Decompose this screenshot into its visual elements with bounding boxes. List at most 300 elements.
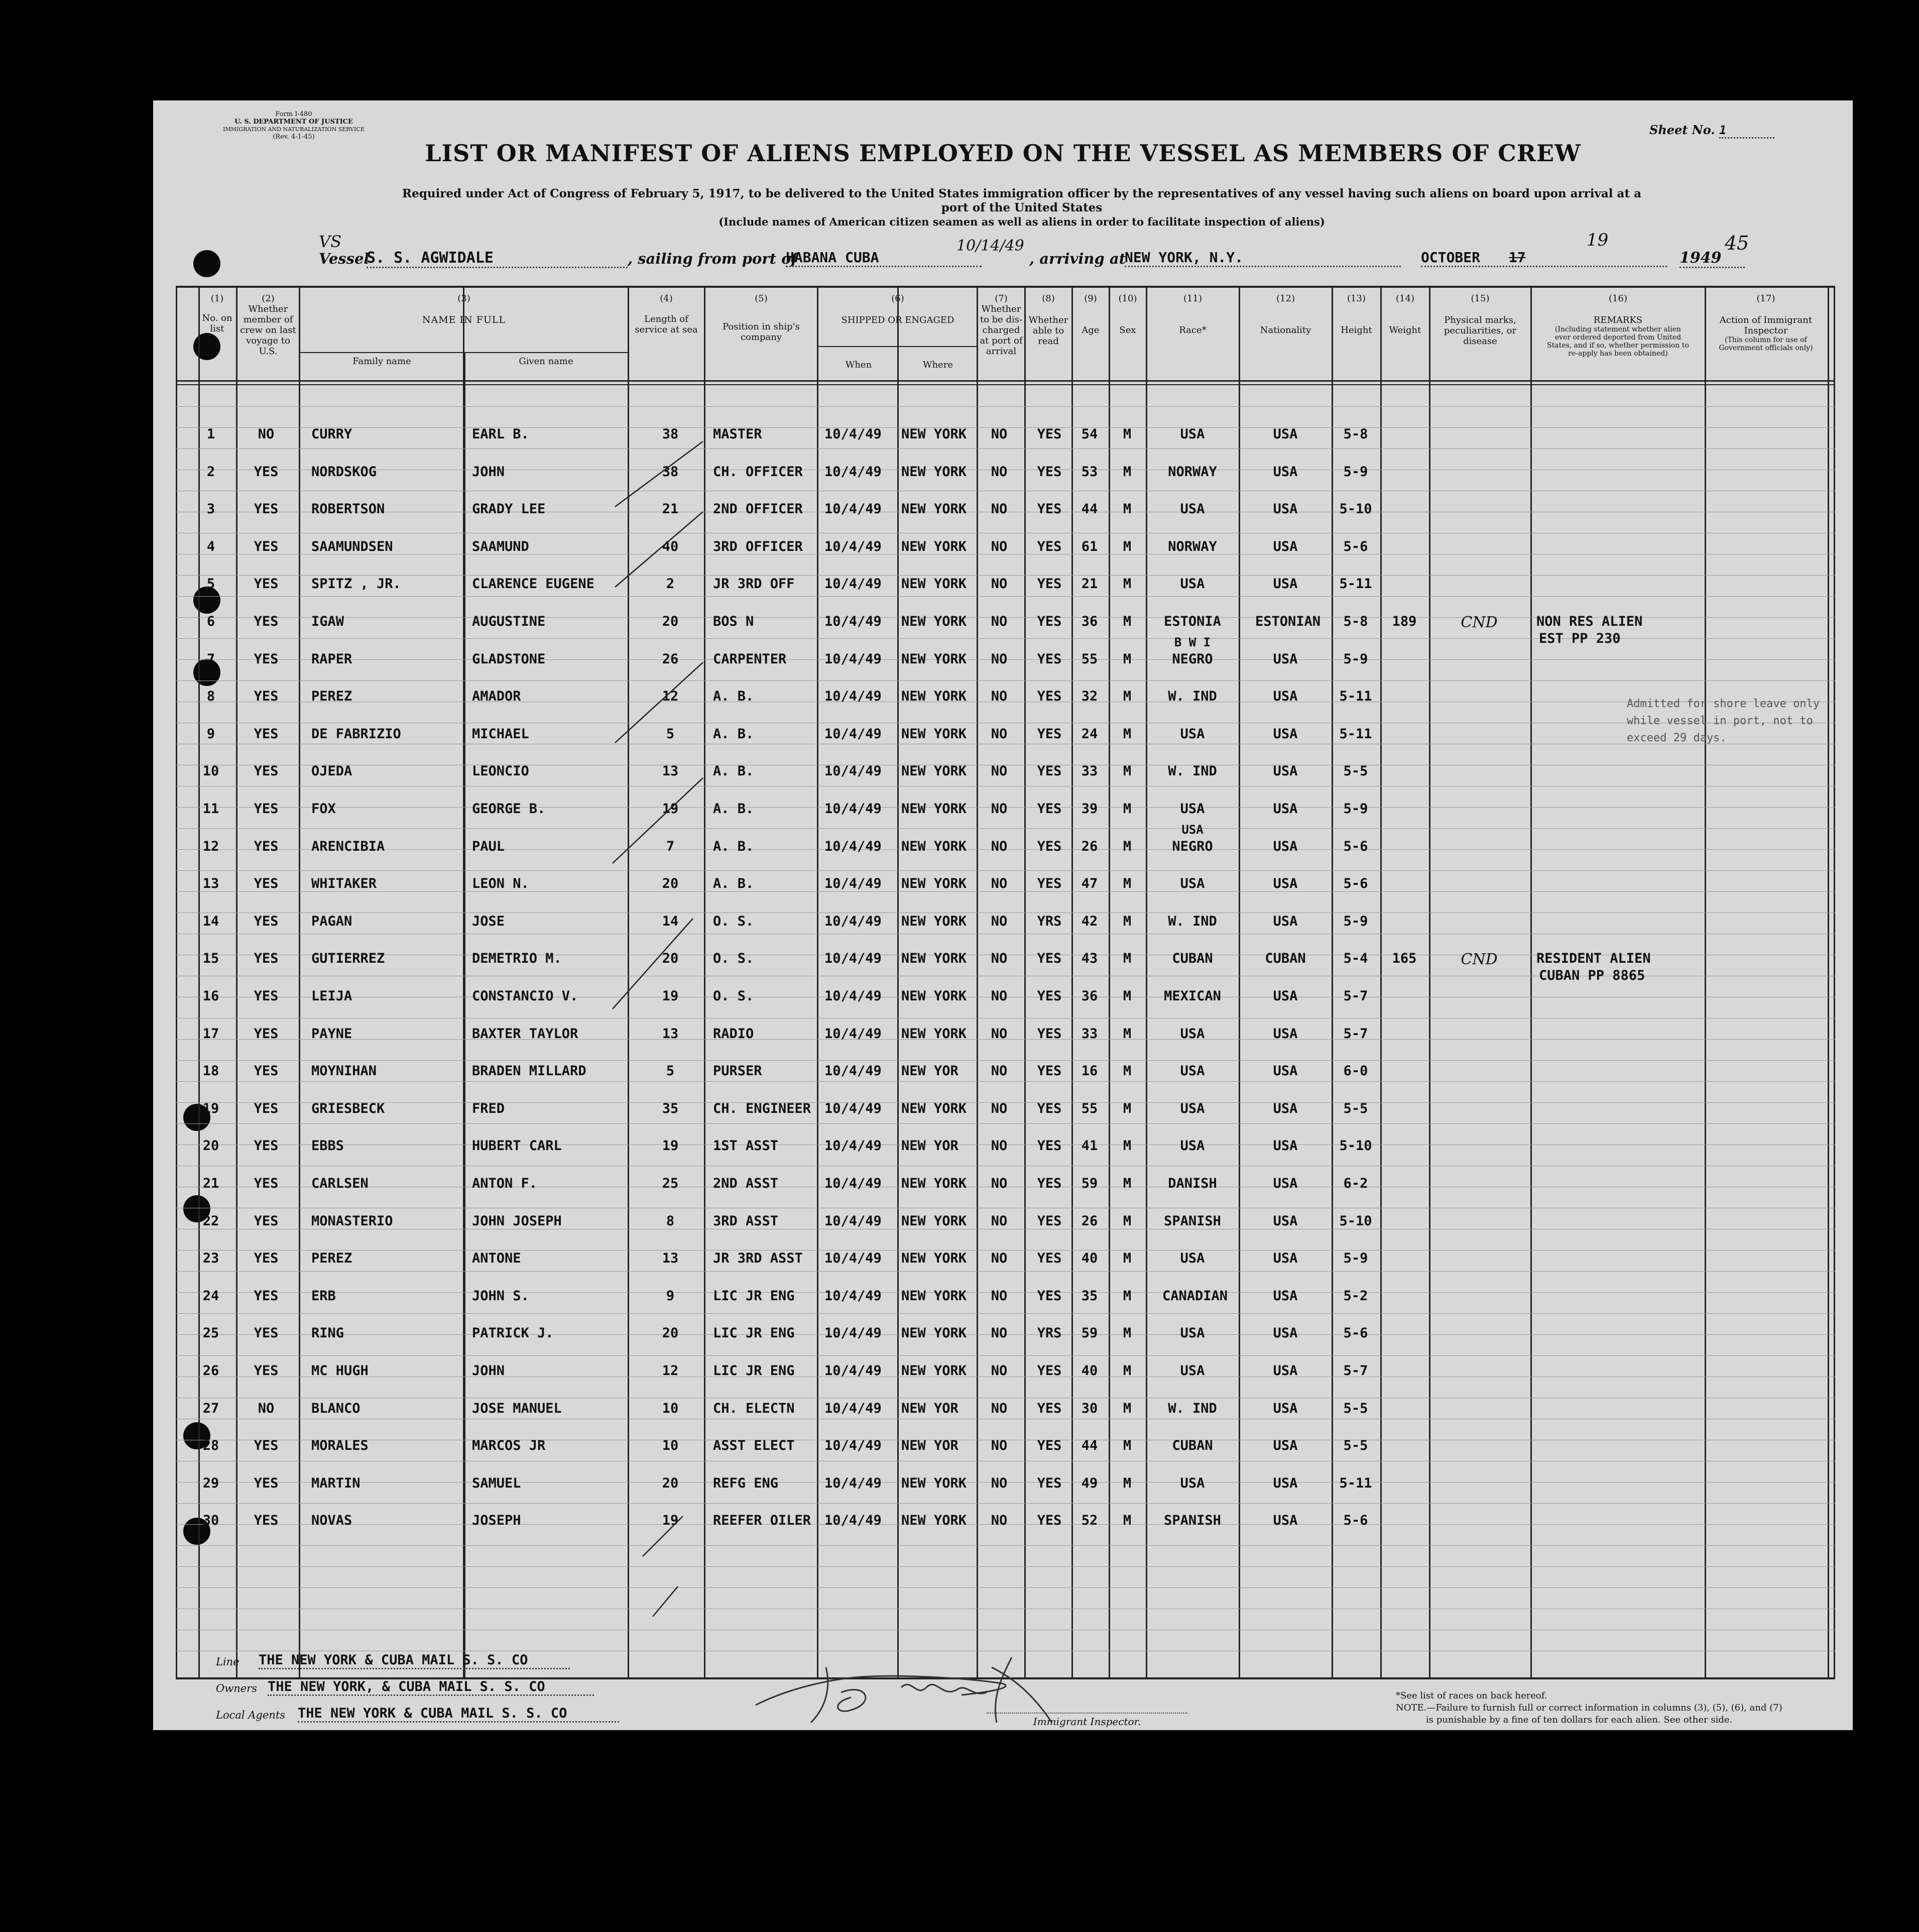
table-row: [176, 1021, 1833, 1051]
race: W. IND: [1168, 1400, 1217, 1416]
able-to-read: YES: [1037, 1138, 1062, 1154]
shipped-where: NEW YORK: [901, 1100, 967, 1116]
row-number: 1: [206, 426, 215, 442]
row-number: 25: [202, 1325, 219, 1341]
subtitle-line1: Required under Act of Congress of February 5, 1917, to be delivered to the United States immigration officer by the representatives of any vessel having such aliens on board upon arrival at a: [402, 187, 1641, 200]
length-of-service: 38: [662, 464, 679, 480]
race: NEGRO: [1172, 838, 1213, 854]
position: A. B.: [713, 726, 754, 742]
row-number: 16: [202, 988, 219, 1004]
subtitle-line3: (Include names of American citizen seamen as well as aliens in order to facilitate inspection of aliens): [718, 215, 1325, 228]
height: 5-10: [1339, 1213, 1372, 1229]
discharged: NO: [991, 426, 1008, 442]
length-of-service: 20: [662, 1475, 679, 1491]
table-row: [176, 1096, 1833, 1126]
discharged: NO: [991, 538, 1008, 554]
table-row: [176, 571, 1833, 601]
age: 16: [1081, 1063, 1098, 1079]
ruled-line: [176, 1503, 1835, 1504]
row-number: 10: [202, 763, 219, 779]
sex: M: [1123, 1100, 1132, 1116]
given-name: JOSE: [472, 913, 505, 929]
shipped-when: 10/4/49: [824, 1288, 882, 1304]
ruled-line: [176, 1566, 1835, 1567]
service: IMMIGRATION AND NATURALIZATION SERVICE: [223, 126, 365, 133]
shipped-where: NEW YORK: [901, 801, 967, 817]
shipped-when: 10/4/49: [824, 801, 882, 817]
row-number: 19: [202, 1100, 219, 1116]
shipped-where: NEW YORK: [901, 614, 967, 629]
ruled-line: [176, 1587, 1835, 1588]
row-number: 3: [206, 501, 215, 517]
last-voyage: YES: [254, 951, 279, 967]
sex: M: [1123, 1026, 1132, 1042]
age: 59: [1081, 1176, 1098, 1191]
sailing-port: HABANA CUBA: [786, 249, 982, 267]
table-row: [176, 496, 1833, 526]
shipped-where: NEW YORK: [901, 501, 967, 517]
crew-table: [176, 286, 1835, 1679]
position: BOS N: [713, 614, 754, 629]
sex: M: [1123, 614, 1132, 629]
footer-owners-value: THE NEW YORK, & CUBA MAIL S. S. CO: [268, 1679, 594, 1696]
last-voyage: YES: [254, 1363, 279, 1379]
length-of-service: 8: [666, 1213, 675, 1229]
family-name: IGAW: [311, 614, 344, 629]
able-to-read: YES: [1037, 689, 1062, 705]
ruled-line: [176, 1313, 1835, 1314]
family-name: ROBERTSON: [311, 501, 385, 517]
shipped-where: NEW YORK: [901, 913, 967, 929]
last-voyage: YES: [254, 576, 279, 592]
given-name: JOHN S.: [472, 1288, 529, 1304]
able-to-read: YES: [1037, 1513, 1062, 1529]
given-name: ANTON F.: [472, 1176, 538, 1191]
nationality: USA: [1273, 1100, 1298, 1116]
height: 6-0: [1343, 1063, 1368, 1079]
table-row: [176, 534, 1833, 564]
header-c16: (16) REMARKS (Including statement whether alien ever ordered deported from United States, and if so, whether permission to re-apply has been obtained): [1547, 293, 1689, 358]
position: O. S.: [713, 913, 754, 929]
able-to-read: YES: [1037, 1063, 1062, 1079]
header-c5: (5) Position in ship's company: [723, 293, 800, 343]
row-number: 11: [202, 801, 219, 817]
header-bottom-rule: [176, 384, 1835, 385]
header-c6: (6) SHIPPED OR ENGAGED: [841, 293, 954, 325]
given-name: CONSTANCIO V.: [472, 988, 578, 1004]
header-c10: (10) Sex: [1118, 293, 1137, 335]
height: 5-2: [1343, 1288, 1368, 1304]
length-of-service: 19: [662, 988, 679, 1004]
header-c15: (15) Physical marks, peculiarities, or disease: [1444, 293, 1517, 347]
shipped-when: 10/4/49: [824, 576, 882, 592]
row-number: 7: [206, 651, 215, 667]
height: 5-11: [1339, 726, 1372, 742]
footer-agents-value: THE NEW YORK & CUBA MAIL S. S. CO: [298, 1706, 619, 1723]
shipped-where: NEW YORK: [901, 726, 967, 742]
age: 54: [1081, 426, 1098, 442]
header-bottom-rule: [176, 380, 1835, 382]
table-row: [176, 796, 1833, 826]
sex: M: [1123, 1288, 1132, 1304]
length-of-service: 38: [662, 426, 679, 442]
length-of-service: 5: [666, 726, 675, 742]
race: W. IND: [1168, 763, 1217, 779]
length-of-service: 40: [662, 538, 679, 554]
age: 44: [1081, 1438, 1098, 1454]
discharged: NO: [991, 1475, 1008, 1491]
shipped-where: NEW YORK: [901, 1213, 967, 1229]
discharged: NO: [991, 1438, 1008, 1454]
family-name: PEREZ: [311, 1251, 352, 1267]
last-voyage: YES: [254, 1176, 279, 1191]
table-row: [176, 1133, 1833, 1163]
sex: M: [1123, 913, 1132, 929]
shipped-where: NEW YOR: [901, 1138, 958, 1154]
position: REEFER OILER: [713, 1513, 811, 1529]
row-number: 28: [202, 1438, 219, 1454]
length-of-service: 12: [662, 1363, 679, 1379]
race: DANISH: [1168, 1176, 1217, 1191]
nationality: USA: [1273, 576, 1298, 592]
position: JR 3RD OFF: [713, 576, 795, 592]
able-to-read: YES: [1037, 1100, 1062, 1116]
shipped-where: NEW YORK: [901, 464, 967, 480]
shipped-when: 10/4/49: [824, 1251, 882, 1267]
sex: M: [1123, 651, 1132, 667]
nationality: USA: [1273, 876, 1298, 892]
age: 32: [1081, 689, 1098, 705]
revision: (Rev. 4-1-45): [273, 133, 315, 141]
last-voyage: YES: [254, 1438, 279, 1454]
shipped-where: NEW YORK: [901, 1026, 967, 1042]
row-number: 2: [206, 464, 215, 480]
age: 26: [1081, 838, 1098, 854]
length-of-service: 13: [662, 1251, 679, 1267]
header-when: When: [845, 360, 872, 370]
nationality: USA: [1273, 1400, 1298, 1416]
row-number: 17: [202, 1026, 219, 1042]
length-of-service: 13: [662, 763, 679, 779]
last-voyage: YES: [254, 1213, 279, 1229]
race: USA: [1180, 1138, 1205, 1154]
shipped-where: NEW YORK: [901, 951, 967, 967]
shipped-where: NEW YORK: [901, 876, 967, 892]
shipped-where: NEW YOR: [901, 1438, 958, 1454]
sex: M: [1123, 1213, 1132, 1229]
able-to-read: YES: [1037, 614, 1062, 629]
discharged: NO: [991, 988, 1008, 1004]
able-to-read: YES: [1037, 988, 1062, 1004]
sex: M: [1123, 501, 1132, 517]
discharged: NO: [991, 1213, 1008, 1229]
age: 33: [1081, 1026, 1098, 1042]
race: USA: [1180, 426, 1205, 442]
given-name: FRED: [472, 1100, 505, 1116]
sex: M: [1123, 1325, 1132, 1341]
length-of-service: 9: [666, 1288, 675, 1304]
age: 24: [1081, 726, 1098, 742]
length-of-service: 20: [662, 1325, 679, 1341]
arrival-day-typed: 17: [1508, 249, 1526, 266]
nationality: USA: [1273, 538, 1298, 554]
height: 5-5: [1343, 1100, 1368, 1116]
race: NEGRO: [1172, 651, 1213, 667]
arrival-port: NEW YORK, N.Y.: [1125, 249, 1401, 267]
age: 40: [1081, 1363, 1098, 1379]
family-name: MONASTERIO: [311, 1213, 393, 1229]
race: USA: [1180, 726, 1205, 742]
ruled-line: [176, 828, 1835, 829]
header-c17: (17) Action of Immigrant Inspector (This column for use of Government officials only): [1719, 293, 1813, 352]
age: 30: [1081, 1400, 1098, 1416]
last-voyage: YES: [254, 988, 279, 1004]
header-where: Where: [922, 360, 953, 370]
given-name: PAUL: [472, 838, 505, 854]
height: 5-8: [1343, 614, 1368, 629]
department: U. S. DEPARTMENT OF JUSTICE: [234, 118, 353, 126]
remarks-line2: EST PP 230: [1539, 631, 1621, 646]
given-name: AUGUSTINE: [472, 614, 546, 629]
manifest-sheet: [153, 100, 1853, 1730]
discharged: NO: [991, 913, 1008, 929]
height: 5-9: [1343, 651, 1368, 667]
last-voyage: YES: [254, 1026, 279, 1042]
position: PURSER: [713, 1063, 762, 1079]
shipped-when: 10/4/49: [824, 1176, 882, 1191]
shipped-where: NEW YORK: [901, 651, 967, 667]
given-name: MARCOS JR: [472, 1438, 546, 1454]
table-row: [176, 421, 1833, 451]
nationality: USA: [1273, 689, 1298, 705]
able-to-read: YES: [1037, 651, 1062, 667]
header-c1: (1) No. on list: [202, 293, 232, 334]
race: USA: [1180, 1325, 1205, 1341]
given-name: AMADOR: [472, 689, 521, 705]
height: 5-6: [1343, 876, 1368, 892]
family-name: BLANCO: [311, 1400, 361, 1416]
form-number: Form I-480: [275, 110, 312, 118]
shipped-where: NEW YORK: [901, 1288, 967, 1304]
header-c3: (3) NAME IN FULL: [422, 293, 506, 325]
height: 5-5: [1343, 763, 1368, 779]
given-name: JOHN JOSEPH: [472, 1213, 562, 1229]
able-to-read: YES: [1037, 1363, 1062, 1379]
given-name: JOSE MANUEL: [472, 1400, 562, 1416]
last-voyage: YES: [254, 1325, 279, 1341]
shipped-where: NEW YORK: [901, 1475, 967, 1491]
nationality: USA: [1273, 1026, 1298, 1042]
family-name: RING: [311, 1325, 344, 1341]
race: NORWAY: [1168, 538, 1217, 554]
height: 5-7: [1343, 1363, 1368, 1379]
discharged: NO: [991, 951, 1008, 967]
document-subtitle: [233, 187, 1810, 229]
nationality: CUBAN: [1265, 951, 1306, 967]
shipped-when: 10/4/49: [824, 1026, 882, 1042]
able-to-read: YES: [1037, 1288, 1062, 1304]
age: 36: [1081, 988, 1098, 1004]
shipped-when: 10/4/49: [824, 1213, 882, 1229]
length-of-service: 19: [662, 1513, 679, 1529]
able-to-read: YES: [1037, 1176, 1062, 1191]
last-voyage: YES: [254, 538, 279, 554]
table-row: [176, 1208, 1833, 1238]
position: 2ND OFFICER: [713, 501, 803, 517]
discharged: NO: [991, 1325, 1008, 1341]
remarks-line2: CUBAN PP 8865: [1539, 968, 1645, 984]
position: CH. ENGINEER: [713, 1100, 811, 1116]
family-name: LEIJA: [311, 988, 352, 1004]
nationality: USA: [1273, 1325, 1298, 1341]
family-name: NOVAS: [311, 1513, 352, 1529]
height: 5-11: [1339, 576, 1372, 592]
table-row: [176, 684, 1833, 714]
discharged: NO: [991, 1363, 1008, 1379]
header-c7: (7) Whether to be dis- charged at port of arrival: [980, 293, 1023, 357]
row-number: 21: [202, 1176, 219, 1191]
discharged: NO: [991, 1400, 1008, 1416]
header-c2: (2) Whether member of crew on last voyage to U.S.: [240, 293, 296, 357]
position: A. B.: [713, 876, 754, 892]
sex: M: [1123, 838, 1132, 854]
shipped-when: 10/4/49: [824, 1513, 882, 1529]
footer-notes: *See list of races on back hereof. NOTE.—Failure to furnish full or correct information in columns (3), (5), (6), and (7) is punishable by a fine of ten dollars for each alien. See other side.: [1396, 1690, 1782, 1725]
discharged: NO: [991, 801, 1008, 817]
physical-marks: CND: [1461, 951, 1498, 969]
able-to-read: YES: [1037, 464, 1062, 480]
race: USA: [1180, 501, 1205, 517]
subtitle-line2: port of the United States: [941, 201, 1103, 214]
given-name: LEON N.: [472, 876, 529, 892]
discharged: NO: [991, 1026, 1008, 1042]
race: USA: [1180, 1026, 1205, 1042]
given-name: GLADSTONE: [472, 651, 546, 667]
given-name: BRADEN MILLARD: [472, 1063, 586, 1079]
table-row: [176, 758, 1833, 788]
race: W. IND: [1168, 689, 1217, 705]
table-row: [176, 983, 1833, 1013]
position: REFG ENG: [713, 1475, 779, 1491]
family-name: CURRY: [311, 426, 352, 442]
sex: M: [1123, 876, 1132, 892]
length-of-service: 19: [662, 1138, 679, 1154]
age: 44: [1081, 501, 1098, 517]
height: 5-6: [1343, 1325, 1368, 1341]
length-of-service: 21: [662, 501, 679, 517]
given-name: SAMUEL: [472, 1475, 521, 1491]
shipped-when: 10/4/49: [824, 538, 882, 554]
age: 40: [1081, 1251, 1098, 1267]
age: 21: [1081, 576, 1098, 592]
age: 35: [1081, 1288, 1098, 1304]
sex: M: [1123, 1063, 1132, 1079]
sheet-label: Sheet No.: [1649, 123, 1715, 137]
last-voyage: YES: [254, 801, 279, 817]
position: CH. OFFICER: [713, 464, 803, 480]
vessel-label: Vessel: [319, 250, 370, 267]
family-name: PEREZ: [311, 689, 352, 705]
table-row: [176, 946, 1833, 984]
discharged: NO: [991, 464, 1008, 480]
height: 5-5: [1343, 1400, 1368, 1416]
able-to-read: YES: [1037, 501, 1062, 517]
length-of-service: 14: [662, 913, 679, 929]
header-given: Given name: [519, 356, 573, 367]
table-right-rule: [1834, 286, 1835, 1679]
able-to-read: YRS: [1037, 913, 1062, 929]
table-row: [176, 1433, 1833, 1463]
row-number: 24: [202, 1288, 219, 1304]
height: 5-7: [1343, 988, 1368, 1004]
row-number: 20: [202, 1138, 219, 1154]
shipped-when: 10/4/49: [824, 1100, 882, 1116]
sex: M: [1123, 763, 1132, 779]
family-name: FOX: [311, 801, 336, 817]
nationality: USA: [1273, 988, 1298, 1004]
family-name: PAGAN: [311, 913, 352, 929]
sailing-label: , sailing from port of: [628, 250, 797, 267]
last-voyage: YES: [254, 1251, 279, 1267]
last-voyage: YES: [254, 464, 279, 480]
sex: M: [1123, 951, 1132, 967]
shipped-when: 10/4/49: [824, 426, 882, 442]
discharged: NO: [991, 1288, 1008, 1304]
length-of-service: 12: [662, 689, 679, 705]
given-name: MICHAEL: [472, 726, 529, 742]
family-name: CARLSEN: [311, 1176, 369, 1191]
table-row: [176, 871, 1833, 901]
ruled-line: [176, 680, 1835, 681]
nationality: USA: [1273, 651, 1298, 667]
family-name: ARENCIBIA: [311, 838, 385, 854]
height: 5-10: [1339, 501, 1372, 517]
header-c8: (8) Whether able to read: [1028, 293, 1068, 347]
given-name: EARL B.: [472, 426, 529, 442]
able-to-read: YES: [1037, 951, 1062, 967]
table-top-rule: [176, 286, 1835, 288]
arrival-day-handwritten: 19: [1587, 230, 1609, 250]
row-number: 12: [202, 838, 219, 854]
footer-agents-label: Local Agents: [216, 1709, 286, 1721]
position: O. S.: [713, 951, 754, 967]
nationality: ESTONIAN: [1255, 614, 1321, 629]
family-name: GRIESBECK: [311, 1100, 385, 1116]
able-to-read: YES: [1037, 1475, 1062, 1491]
height: 5-10: [1339, 1138, 1372, 1154]
shipped-where: NEW YORK: [901, 1251, 967, 1267]
shipped-when: 10/4/49: [824, 689, 882, 705]
able-to-read: YES: [1037, 838, 1062, 854]
given-name: CLARENCE EUGENE: [472, 576, 594, 592]
nationality: USA: [1273, 763, 1298, 779]
nationality: USA: [1273, 1251, 1298, 1267]
nationality: USA: [1273, 1475, 1298, 1491]
length-of-service: 2: [666, 576, 675, 592]
table-row: [176, 1245, 1833, 1276]
discharged: NO: [991, 651, 1008, 667]
height: 5-4: [1343, 951, 1368, 967]
header-c4: (4) Length of service at sea: [635, 293, 698, 335]
table-row: [176, 1171, 1833, 1201]
row-number: 9: [206, 726, 215, 742]
race: USA: [1180, 1100, 1205, 1116]
footer-owners-label: Owners: [216, 1682, 257, 1694]
position: LIC JR ENG: [713, 1363, 795, 1379]
arrival-month: OCTOBER: [1421, 249, 1481, 266]
able-to-read: YES: [1037, 763, 1062, 779]
table-row: [176, 908, 1833, 939]
